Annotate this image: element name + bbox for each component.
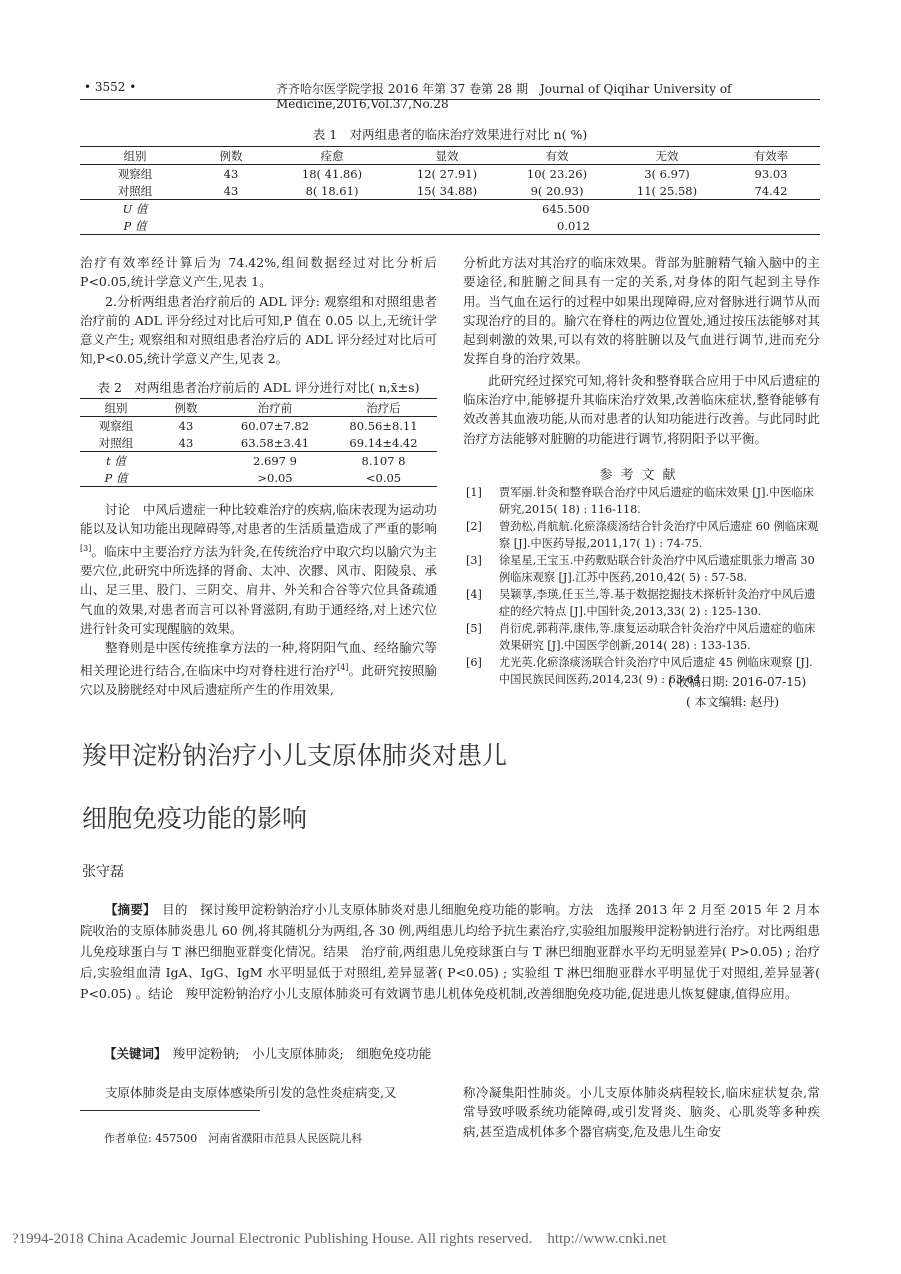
header-rule	[80, 99, 820, 100]
table-row	[80, 469, 437, 487]
table-row	[80, 452, 437, 470]
table-cell: 9( 20.93)	[502, 182, 612, 200]
table-cell: 43	[178, 418, 194, 433]
table-cell: 43	[223, 166, 239, 181]
table1-header-row	[80, 147, 820, 165]
citation: [4]	[337, 662, 349, 672]
table1-header: 有效	[502, 147, 612, 165]
ref-text: 吴颖莩,李瑛,任玉兰,等.基于数据挖掘技术探析针灸治疗中风后遗症的经穴特点 [J].中国针灸,2013,33( 2) : 125-130.	[499, 588, 816, 618]
table-cell: 80.56±8.11	[349, 418, 418, 433]
copyright-footer: ?1994-2018 China Academic Journal Electronic Publishing House. All rights reserved. http://www.cnki.net	[12, 1231, 667, 1247]
right-column	[463, 253, 820, 448]
table-cell: 0.012	[190, 217, 820, 235]
table2	[80, 398, 437, 487]
table-row	[80, 182, 820, 200]
list-item	[466, 484, 820, 518]
ref-number: [2]	[466, 520, 482, 533]
table-row	[80, 217, 820, 235]
list-item	[466, 552, 820, 586]
paragraph: 治疗有效率经计算后为 74.42%,组间数据经过对比分析后 P<0.05,统计学意义产生,见表 1。	[80, 255, 437, 290]
editor: ( 本文编辑: 赵丹)	[686, 695, 780, 709]
keywords-text: 羧甲淀粉钠; 小儿支原体肺炎; 细胞免疫功能	[172, 1046, 432, 1061]
abstract	[80, 899, 820, 1004]
paragraph-text: 整脊则是中医传统推拿方法的一种,将阴阳气血、经络腧穴等相关理论进行结合,在临床中均对脊柱进行治疗	[80, 640, 437, 678]
table-row	[80, 165, 820, 183]
table-cell: 12( 27.91)	[416, 166, 478, 181]
table1-header: 组别	[80, 147, 190, 165]
references-list	[466, 484, 820, 688]
table-cell: 对照组	[80, 182, 190, 200]
affiliation: 作者单位: 457500 河南省濮阳市范县人民医院儿科	[104, 1132, 363, 1145]
table-cell: <0.05	[330, 469, 437, 487]
table2-header: 治疗前	[220, 399, 330, 417]
table-cell: 69.14±4.42	[330, 434, 437, 452]
table1-header: 无效	[612, 147, 722, 165]
table-cell: 8.107 8	[361, 453, 406, 468]
table2-caption: 表 2 对两组患者治疗前后的 ADL 评分进行对比( n,x̄±s)	[97, 380, 420, 395]
table-cell	[152, 469, 220, 487]
left-column-top	[80, 253, 437, 369]
table-cell: 8( 18.61)	[272, 182, 392, 200]
table-cell: 43	[190, 182, 272, 200]
left-column-bottom	[80, 500, 437, 699]
table-cell: 11( 25.58)	[612, 182, 722, 200]
paragraph: 2.分析两组患者治疗前后的 ADL 评分: 观察组和对照组患者治疗前的 ADL 评分经过对比后可知,P 值在 0.05 以上,无统计学意义产生; 观察组和对照组患者治疗后的 ADL 评分经过对比后可知,P<0.05,统计学意义产生,见表 2。	[80, 293, 437, 367]
keywords-label: 【关键词】	[104, 1046, 161, 1061]
author: 张守磊	[82, 864, 124, 880]
table-cell: 观察组	[117, 166, 153, 181]
ref-text: 徐星星,王宝玉.中药敷贴联合针灸治疗中风后遗症肌张力增高 30 例临床观察 [J].江苏中医药,2010,42( 5) : 57-58.	[499, 554, 815, 584]
table-cell: 2.697 9	[253, 453, 297, 468]
table-cell: 18( 41.86)	[301, 166, 363, 181]
discussion-text-cont: 。临床中主要治疗方法为针灸,在传统治疗中取穴均以腧穴为主要穴位,此研究中所选择的肾俞、太冲、次髎、风市、阳陵泉、承山、足三里、股门、三阴交、肩井、外关和合谷等穴位具备疏通气血的效果,对患者而言可以补肾滋阴,有助于通经络,对上述穴位进行针灸可实现醒脑的效果。	[80, 543, 437, 636]
list-item	[466, 586, 820, 620]
table-cell: P 值	[80, 217, 190, 235]
abstract-text: 目的 探讨羧甲淀粉钠治疗小儿支原体肺炎对患儿细胞免疫功能的影响。方法 选择 2013 年 2 月至 2015 年 2 月本院收治的支原体肺炎患儿 60 例,将其随机分为两组,各 30 例,两组患儿均给予抗生素治疗,实验组加服羧甲淀粉钠进行治疗。对比两组患儿免疫球蛋白与 T 淋巴细胞亚群变化情况。结果 治疗前,两组患儿免疫球蛋白与 T 淋巴细胞亚群水平均无明显差异( P>0.05) ; 治疗后,实验组血清 IgA、IgG、IgM 水平明显低于对照组,差异显著( P<0.05) ; 实验组 T 淋巴细胞亚群水平明显优于对照组,差异显著( P<0.05) 。结论 羧甲淀粉钠治疗小儿支原体肺炎可有效调节患儿机体免疫机制,改善细胞免疫功能,促进患儿恢复健康,值得应用。	[80, 902, 820, 1001]
table-cell: 3( 6.97)	[644, 166, 690, 181]
table-cell: 15( 34.88)	[392, 182, 502, 200]
table-cell: 对照组	[80, 434, 152, 452]
table2-header: 例数	[152, 399, 220, 417]
table-cell: 74.42	[722, 182, 820, 200]
ref-number: [1]	[466, 486, 482, 499]
discussion-text: 讨论 中风后遗症一种比较难治疗的疾病,临床表现为运动功能以及认知功能出现障碍等,对患者的生活质量造成了严重的影响	[80, 502, 437, 537]
table-row	[80, 200, 820, 218]
abstract-label: 【摘要】	[105, 902, 150, 917]
table1-header: 有效率	[722, 147, 820, 165]
page-number: • 3552 •	[84, 80, 137, 94]
list-item	[466, 620, 820, 654]
ref-text: 曾劲松,肖航航.化瘀涤痰汤结合针灸治疗中风后遗症 60 例临床观察 [J].中医药导报,2011,17( 1) : 74-75.	[499, 520, 819, 550]
footnote-rule	[80, 1110, 260, 1111]
keywords	[104, 1044, 431, 1062]
paragraph: 此研究经过探究可知,将针灸和整脊联合应用于中风后遗症的临床治疗中,能够提升其临床治疗效果,改善临床症状,整脊能够有效改善其血液功能,从而对患者的认知功能进行改善。与此同时此治疗方法能够对脏腑的功能进行调节,将阴阳予以平衡。	[463, 372, 820, 446]
table-cell: 观察组	[98, 418, 134, 433]
paragraph	[80, 638, 437, 699]
ref-number: [4]	[466, 588, 482, 601]
body-right: 称冷凝集阳性肺炎。小儿支原体肺炎病程较长,临床症状复杂,常常导致呼吸系统功能障碍,或引发肾炎、脑炎、心肌炎等多种疾病,甚至造成机体多个器官病变,危及患儿生命安	[463, 1085, 820, 1139]
table-cell: 10( 23.26)	[526, 166, 588, 181]
table-cell	[152, 452, 220, 470]
table-row	[80, 434, 437, 452]
ref-text: 贾军丽.针灸和整脊联合治疗中风后遗症的临床效果 [J].中医临床研究,2015( 18) : 116-118.	[499, 486, 814, 516]
article-title-line2: 细胞免疫功能的影响	[82, 804, 308, 833]
ref-text: 尤光英.化瘀涤痰汤联合针灸治疗中风后遗症 45 例临床观察 [J].中国民族民间医药,2014,23( 9) : 63-64.	[499, 656, 813, 686]
received-date: ( 收稿日期: 2016-07-15)	[668, 675, 807, 689]
body-left: 支原体肺炎是由支原体感染所引发的急性炎症病变,又	[105, 1085, 397, 1100]
table-cell: P 值	[80, 469, 152, 487]
table-cell: 60.07±7.82	[240, 418, 310, 433]
table-cell: 63.58±3.41	[220, 434, 330, 452]
article-title-line1: 羧甲淀粉钠治疗小儿支原体肺炎对患儿	[82, 741, 508, 770]
citation: [3]	[80, 543, 92, 553]
table1	[80, 146, 820, 235]
paragraph	[80, 500, 437, 638]
table2-header: 治疗后	[330, 399, 437, 417]
table-cell: U 值	[122, 201, 148, 216]
paragraph: 分析此方法对其治疗的临床效果。背部为脏腑精气输入脑中的主要途径,和脏腑之间具有一定的关系,对身体的阳气起到主导作用。当气血在运行的过程中如果出现障碍,应对督脉进行调节从而实现治疗的目的。腧穴在脊柱的两边位置处,通过按压法能够对其起到刺激的效果,可以有效的将脏腑以及气血进行调节,进而充分发挥自身的治疗效果。	[463, 255, 820, 367]
table-cell: t 值	[106, 453, 126, 468]
table1-header: 显效	[392, 147, 502, 165]
references-title: 参考文献	[599, 468, 684, 483]
ref-number: [6]	[466, 656, 482, 669]
ref-text: 肖衍虎,郭莉萍,康伟,等.康复运动联合针灸治疗中风后遗症的临床效果研究 [J].中国医学创新,2014( 28) : 133-135.	[499, 622, 816, 652]
ref-number: [5]	[466, 622, 482, 635]
journal-header: 齐齐哈尔医学院学报 2016 年第 37 卷第 28 期 Journal of Qiqihar University of Medicine,2016,Vol.37,No.28	[276, 82, 732, 111]
table2-header: 组别	[80, 399, 152, 417]
table-cell: >0.05	[220, 469, 330, 487]
table1-caption: 表 1 对两组患者的临床治疗效果进行对比 n( %)	[312, 127, 588, 142]
ref-number: [3]	[466, 554, 482, 567]
list-item	[466, 518, 820, 552]
table-cell: 645.500	[542, 201, 590, 216]
table-cell: 93.03	[754, 166, 788, 181]
paragraph-text-cont: 。此研究按照腧穴以及膀胱经对中风后遗症所产生的作用效果,	[80, 662, 437, 697]
table1-header: 例数	[190, 147, 272, 165]
table-cell: 43	[152, 434, 220, 452]
table-row	[80, 417, 437, 435]
table1-header: 痊愈	[272, 147, 392, 165]
